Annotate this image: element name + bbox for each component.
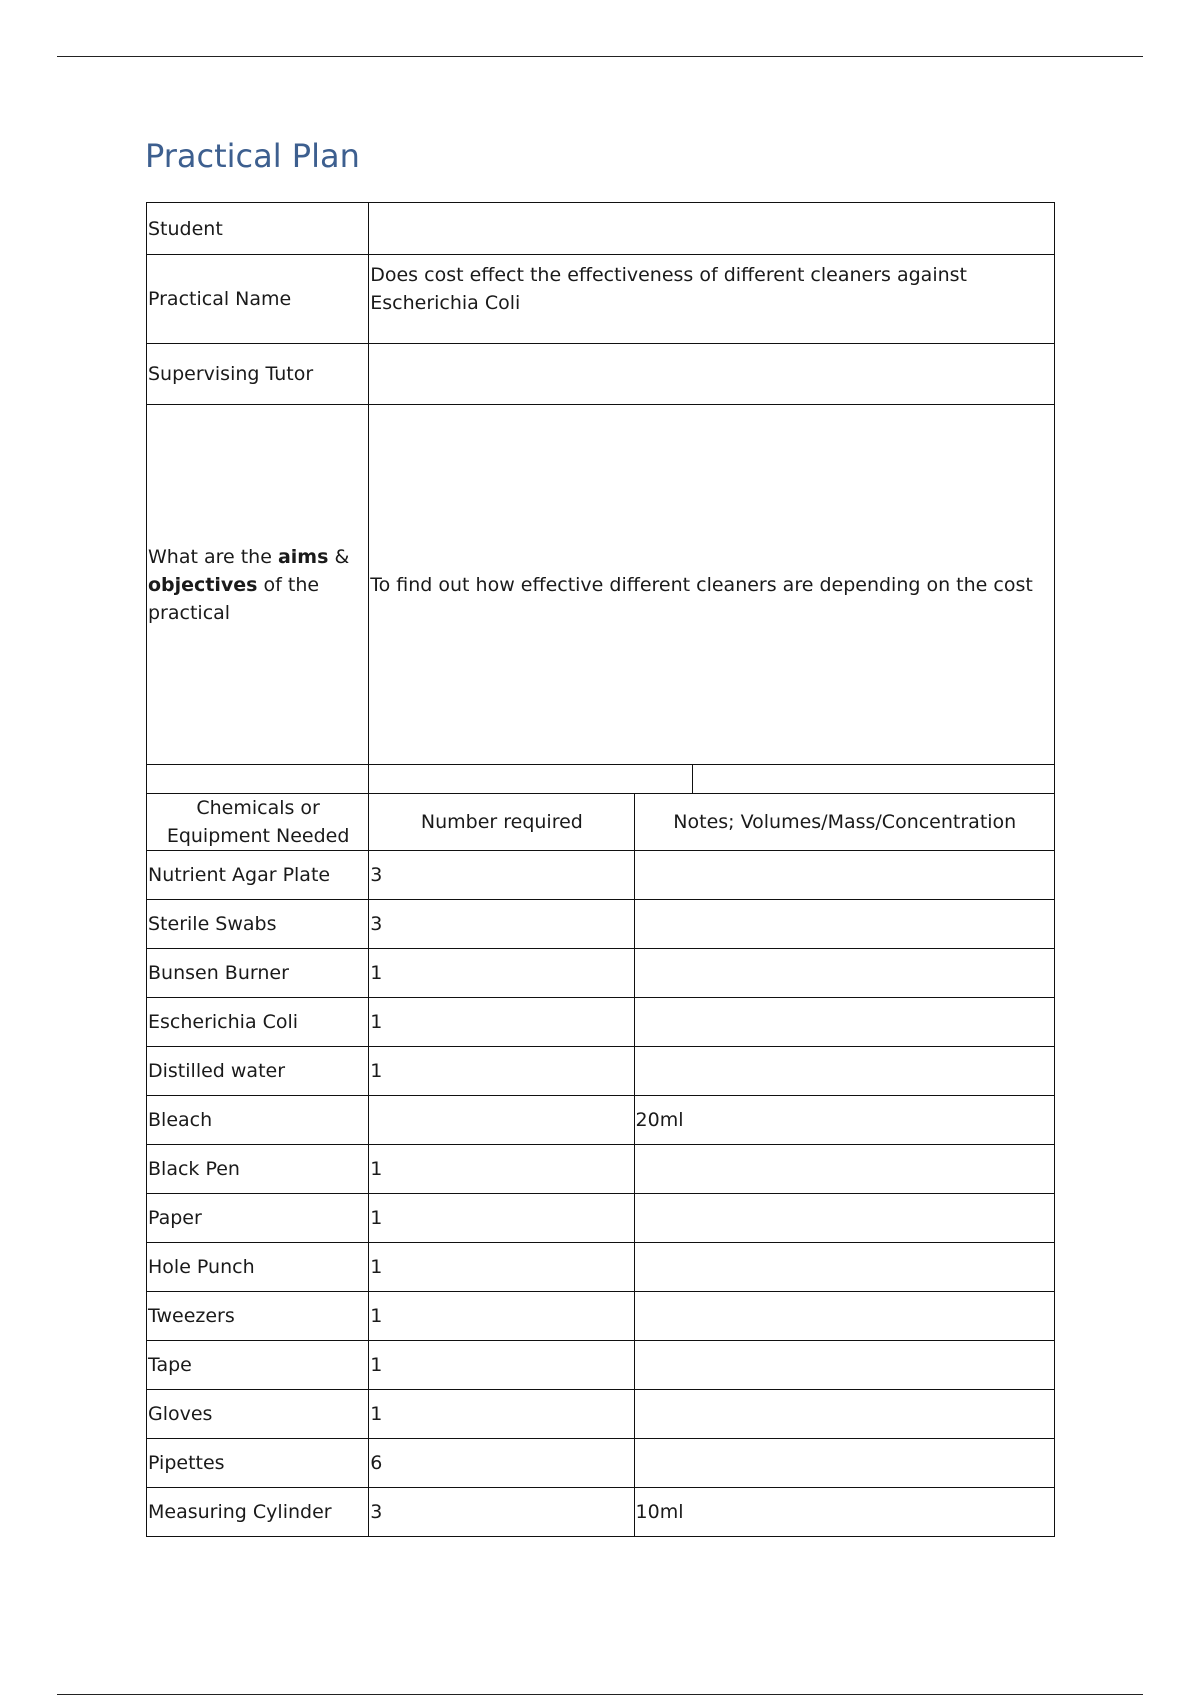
- number-required[interactable]: 1: [369, 1145, 634, 1194]
- notes[interactable]: 10ml: [634, 1488, 1054, 1537]
- notes[interactable]: [634, 998, 1054, 1047]
- supervising-tutor-value[interactable]: [369, 344, 1055, 405]
- number-required[interactable]: 1: [369, 998, 634, 1047]
- practical-name-value[interactable]: Does cost effect the effectiveness of different cleaners against Escherichia Coli: [369, 255, 1055, 344]
- number-required[interactable]: 3: [369, 900, 634, 949]
- page-title: Practical Plan: [145, 137, 360, 175]
- table-row: [147, 900, 1055, 949]
- header-notes: Notes; Volumes/Mass/Concentration: [634, 794, 1054, 851]
- notes[interactable]: 20ml: [634, 1096, 1054, 1145]
- equipment-item[interactable]: Tweezers: [147, 1292, 369, 1341]
- table-row: [147, 1096, 1055, 1145]
- table-row: [147, 1194, 1055, 1243]
- practical-plan-table: [146, 202, 1055, 1537]
- number-required[interactable]: 1: [369, 1194, 634, 1243]
- aims-row: [147, 405, 1055, 765]
- aims-label: [147, 405, 369, 765]
- number-required[interactable]: [369, 1096, 634, 1145]
- table-row: [147, 1390, 1055, 1439]
- header-number-required: Number required: [369, 794, 634, 851]
- equipment-item[interactable]: Hole Punch: [147, 1243, 369, 1292]
- number-required[interactable]: 6: [369, 1439, 634, 1488]
- number-required[interactable]: 1: [369, 1292, 634, 1341]
- notes[interactable]: [634, 1145, 1054, 1194]
- notes[interactable]: [634, 1243, 1054, 1292]
- notes[interactable]: [634, 900, 1054, 949]
- spacer-cell-right: [369, 765, 1055, 794]
- student-value[interactable]: [369, 203, 1055, 255]
- header-equipment: Chemicals or Equipment Needed: [147, 794, 369, 851]
- equipment-item[interactable]: Gloves: [147, 1390, 369, 1439]
- supervising-tutor-row: [147, 344, 1055, 405]
- aims-label-text-1: What are the: [148, 545, 278, 568]
- student-row: [147, 203, 1055, 255]
- table-row: [147, 1439, 1055, 1488]
- footer-rule: [57, 1694, 1143, 1695]
- header-rule: [57, 56, 1143, 57]
- equipment-item[interactable]: Tape: [147, 1341, 369, 1390]
- notes[interactable]: [634, 851, 1054, 900]
- practical-name-label: Practical Name: [147, 255, 369, 344]
- table-row: [147, 1488, 1055, 1537]
- equipment-item[interactable]: Escherichia Coli: [147, 998, 369, 1047]
- equipment-item[interactable]: Paper: [147, 1194, 369, 1243]
- aims-label-bold-aims: aims: [277, 545, 329, 568]
- number-required[interactable]: 1: [369, 1341, 634, 1390]
- notes[interactable]: [634, 1047, 1054, 1096]
- equipment-item[interactable]: Distilled water: [147, 1047, 369, 1096]
- equipment-item[interactable]: Nutrient Agar Plate: [147, 851, 369, 900]
- number-required[interactable]: 3: [369, 851, 634, 900]
- supervising-tutor-label: Supervising Tutor: [147, 344, 369, 405]
- number-required[interactable]: 1: [369, 1243, 634, 1292]
- table-row: [147, 1047, 1055, 1096]
- practical-name-row: [147, 255, 1055, 344]
- table-row: [147, 1145, 1055, 1194]
- table-row: [147, 998, 1055, 1047]
- equipment-item[interactable]: Black Pen: [147, 1145, 369, 1194]
- notes[interactable]: [634, 1194, 1054, 1243]
- notes[interactable]: [634, 1390, 1054, 1439]
- equipment-item[interactable]: Bunsen Burner: [147, 949, 369, 998]
- aims-value[interactable]: To find out how effective different cleaners are depending on the cost: [369, 405, 1055, 765]
- equipment-header-row: [147, 794, 1055, 851]
- student-label: Student: [147, 203, 369, 255]
- table-row: [147, 1341, 1055, 1390]
- aims-label-text-3: of the practical: [148, 573, 320, 624]
- number-required[interactable]: 1: [369, 1047, 634, 1096]
- table-row: [147, 851, 1055, 900]
- notes[interactable]: [634, 1439, 1054, 1488]
- spacer-row: [147, 765, 1055, 794]
- table-row: [147, 949, 1055, 998]
- equipment-item[interactable]: Measuring Cylinder: [147, 1488, 369, 1537]
- number-required[interactable]: 1: [369, 1390, 634, 1439]
- equipment-item[interactable]: Pipettes: [147, 1439, 369, 1488]
- notes[interactable]: [634, 1292, 1054, 1341]
- number-required[interactable]: 1: [369, 949, 634, 998]
- table-row: [147, 1292, 1055, 1341]
- equipment-item[interactable]: Sterile Swabs: [147, 900, 369, 949]
- aims-label-bold-objectives: objectives: [148, 573, 258, 596]
- aims-label-text-2: &: [328, 545, 350, 568]
- notes[interactable]: [634, 1341, 1054, 1390]
- number-required[interactable]: 3: [369, 1488, 634, 1537]
- equipment-item[interactable]: Bleach: [147, 1096, 369, 1145]
- table-row: [147, 1243, 1055, 1292]
- notes[interactable]: [634, 949, 1054, 998]
- spacer-cell-left: [147, 765, 369, 794]
